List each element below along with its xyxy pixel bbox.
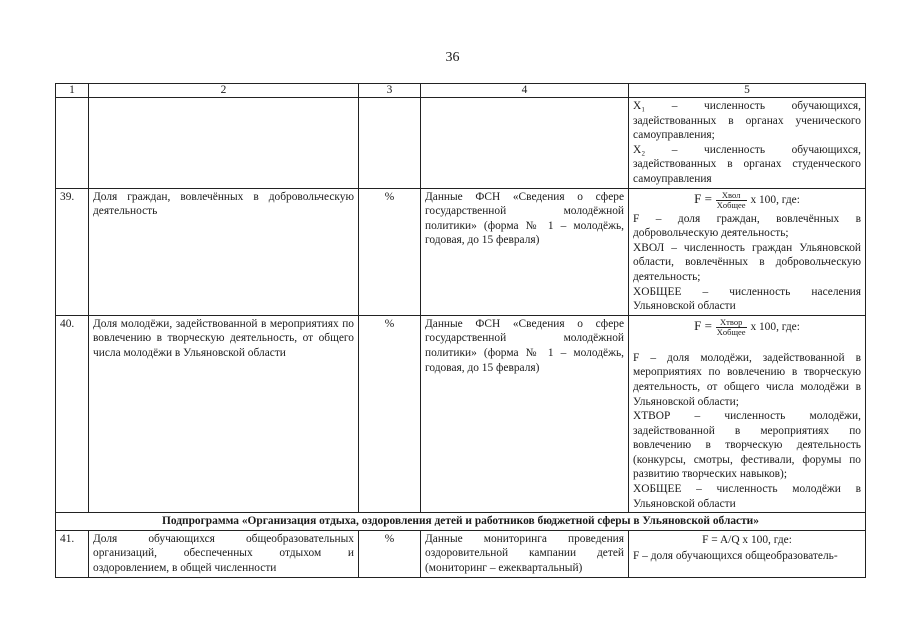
header-col-4: 4 — [421, 84, 629, 98]
header-col-3: 3 — [359, 84, 421, 98]
definition-x2: X₂ – численность обучающихся, задействованных в органах студенческого самоуправления — [633, 143, 861, 185]
table-row-39 — [56, 188, 866, 315]
header-col-5: 5 — [629, 84, 866, 98]
definition: XВОЛ – численность граждан Ульяновской области, вовлечённых в добровольческую деятельность; — [633, 241, 861, 283]
indicator-table-wrapper — [55, 83, 866, 640]
subprogram-title: Подпрограмма «Организация отдыха, оздоровления детей и работников бюджетной сферы в Ульяновской области» — [56, 513, 866, 531]
header-col-2: 2 — [89, 84, 359, 98]
calculation-method — [629, 530, 866, 577]
table-row-41 — [56, 530, 866, 577]
definition: F – доля обучающихся общеобразователь- — [633, 550, 838, 563]
continued-definitions — [629, 98, 866, 189]
indicator-name: Доля молодёжи, задействованной в мероприятиях по вовлечению в творческую деятельность, от общего числа молодёжи в Ульяновской области — [89, 315, 359, 513]
row-number: 40. — [56, 315, 89, 513]
data-source: Данные ФСН «Сведения о сфере государственной молодёжной политики» (форма № 1 – молодёжь, годовая, до 15 февраля) — [421, 315, 629, 513]
indicator-name: Доля граждан, вовлечённых в добровольческую деятельность — [89, 188, 359, 315]
definition: XОБЩЕЕ – численность населения Ульяновской области — [633, 285, 861, 313]
formula: F = A/Q x 100, где: — [702, 533, 792, 546]
header-row — [56, 84, 866, 98]
formula-fraction: $\frac{\text{Xтвор}}{\text{Xобщее}}$ — [716, 316, 746, 337]
formula-fraction: $\frac{\text{Xвол}}{\text{Xобщее}}$ — [716, 189, 746, 210]
unit: % — [359, 188, 421, 315]
page-number: 36 — [445, 50, 460, 65]
definition: XТВОР – численность молодёжи, задействованной в мероприятиях по вовлечению в творческую деятельность (конкурсы, смотры, фестивали, форумы по развитию творческих навыков); — [633, 410, 861, 481]
data-source: Данные мониторинга проведения оздоровительной кампании детей (мониторинг – ежеквартальный) — [421, 530, 629, 577]
indicator-name: Доля обучающихся общеобразовательных организаций, обеспеченных отдыхом и оздоровлением, в общей численности — [89, 530, 359, 577]
definition: XОБЩЕЕ – численность молодёжи в Ульяновской области — [633, 483, 861, 510]
unit: % — [359, 315, 421, 513]
header-col-1: 1 — [56, 84, 89, 98]
table-row-continued — [56, 98, 866, 189]
formula: F = $\frac{\text{Xтвор}}{\text{Xобщее}}$ x 100, где: — [694, 316, 800, 337]
calculation-method — [629, 315, 866, 513]
calculation-method — [629, 188, 866, 315]
definition: F – доля молодёжи, задействованной в мероприятиях по вовлечению в творческую деятельность, от общего числа молодёжи в Ульяновской области; — [633, 351, 861, 408]
definition: F – доля граждан, вовлечённых в добровольческую деятельность; — [633, 212, 861, 240]
indicator-table — [55, 83, 866, 578]
definition-x1: X₁ – численность обучающихся, задействованных в органах ученического самоуправления; — [633, 100, 861, 142]
row-number: 41. — [56, 530, 89, 577]
subprogram-row — [56, 513, 866, 531]
unit: % — [359, 530, 421, 577]
formula: F = $\frac{\text{Xвол}}{\text{Xобщее}}$ x 100, где: — [694, 189, 800, 210]
data-source: Данные ФСН «Сведения о сфере государственной молодёжной политики» (форма № 1 – молодёжь, годовая, до 15 февраля) — [421, 188, 629, 315]
row-number: 39. — [56, 188, 89, 315]
table-row-40 — [56, 315, 866, 513]
